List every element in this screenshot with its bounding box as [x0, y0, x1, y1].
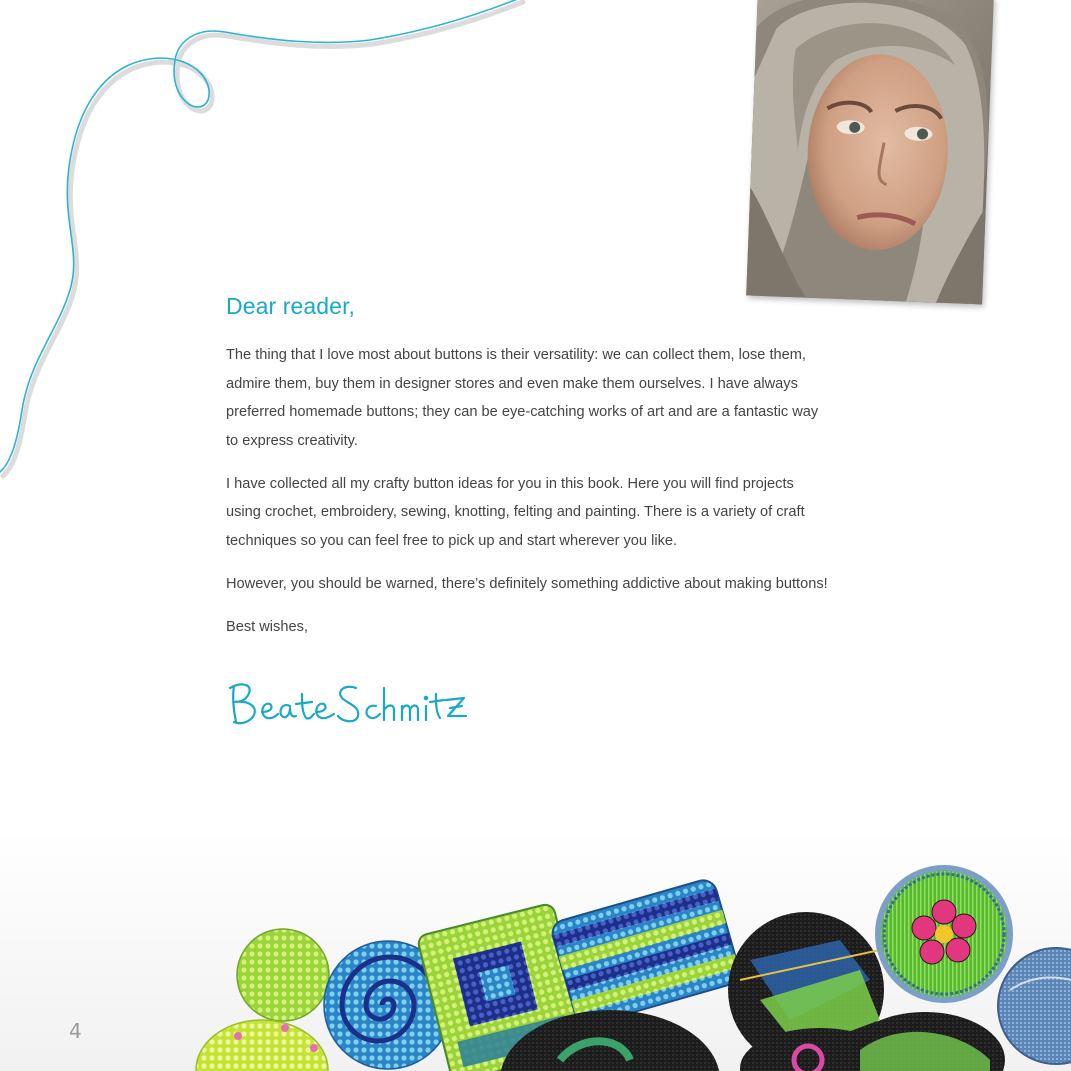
letter-body: [226, 341, 830, 656]
letter-greeting: Dear reader,: [226, 293, 356, 319]
letter-closing: Best wishes,: [226, 618, 308, 635]
page-number: 4: [69, 1019, 82, 1043]
letter-paragraph: The thing that I love most about buttons is their versatility: we can collect them, lose them, admire them, buy them in designer stores and even make them ourselves. I have always preferred homemade buttons; they can be eye-catching works of art and are a fantastic way to express creativity.: [226, 347, 819, 449]
author-signature: [226, 676, 476, 732]
letter-paragraph: I have collected all my crafty button ideas for you in this book. Here you will find projects using crochet, embroidery, sewing, knotting, felting and painting. There is a variety of craft techniques so you can feel free to pick up and start wherever you like.: [226, 475, 805, 549]
author-portrait-image: [746, 0, 994, 304]
handmade-buttons-photo: [0, 830, 1071, 1071]
author-photo: [746, 0, 994, 304]
letter-paragraph: However, you should be warned, there’s definitely something addictive about making buttons!: [226, 575, 828, 592]
